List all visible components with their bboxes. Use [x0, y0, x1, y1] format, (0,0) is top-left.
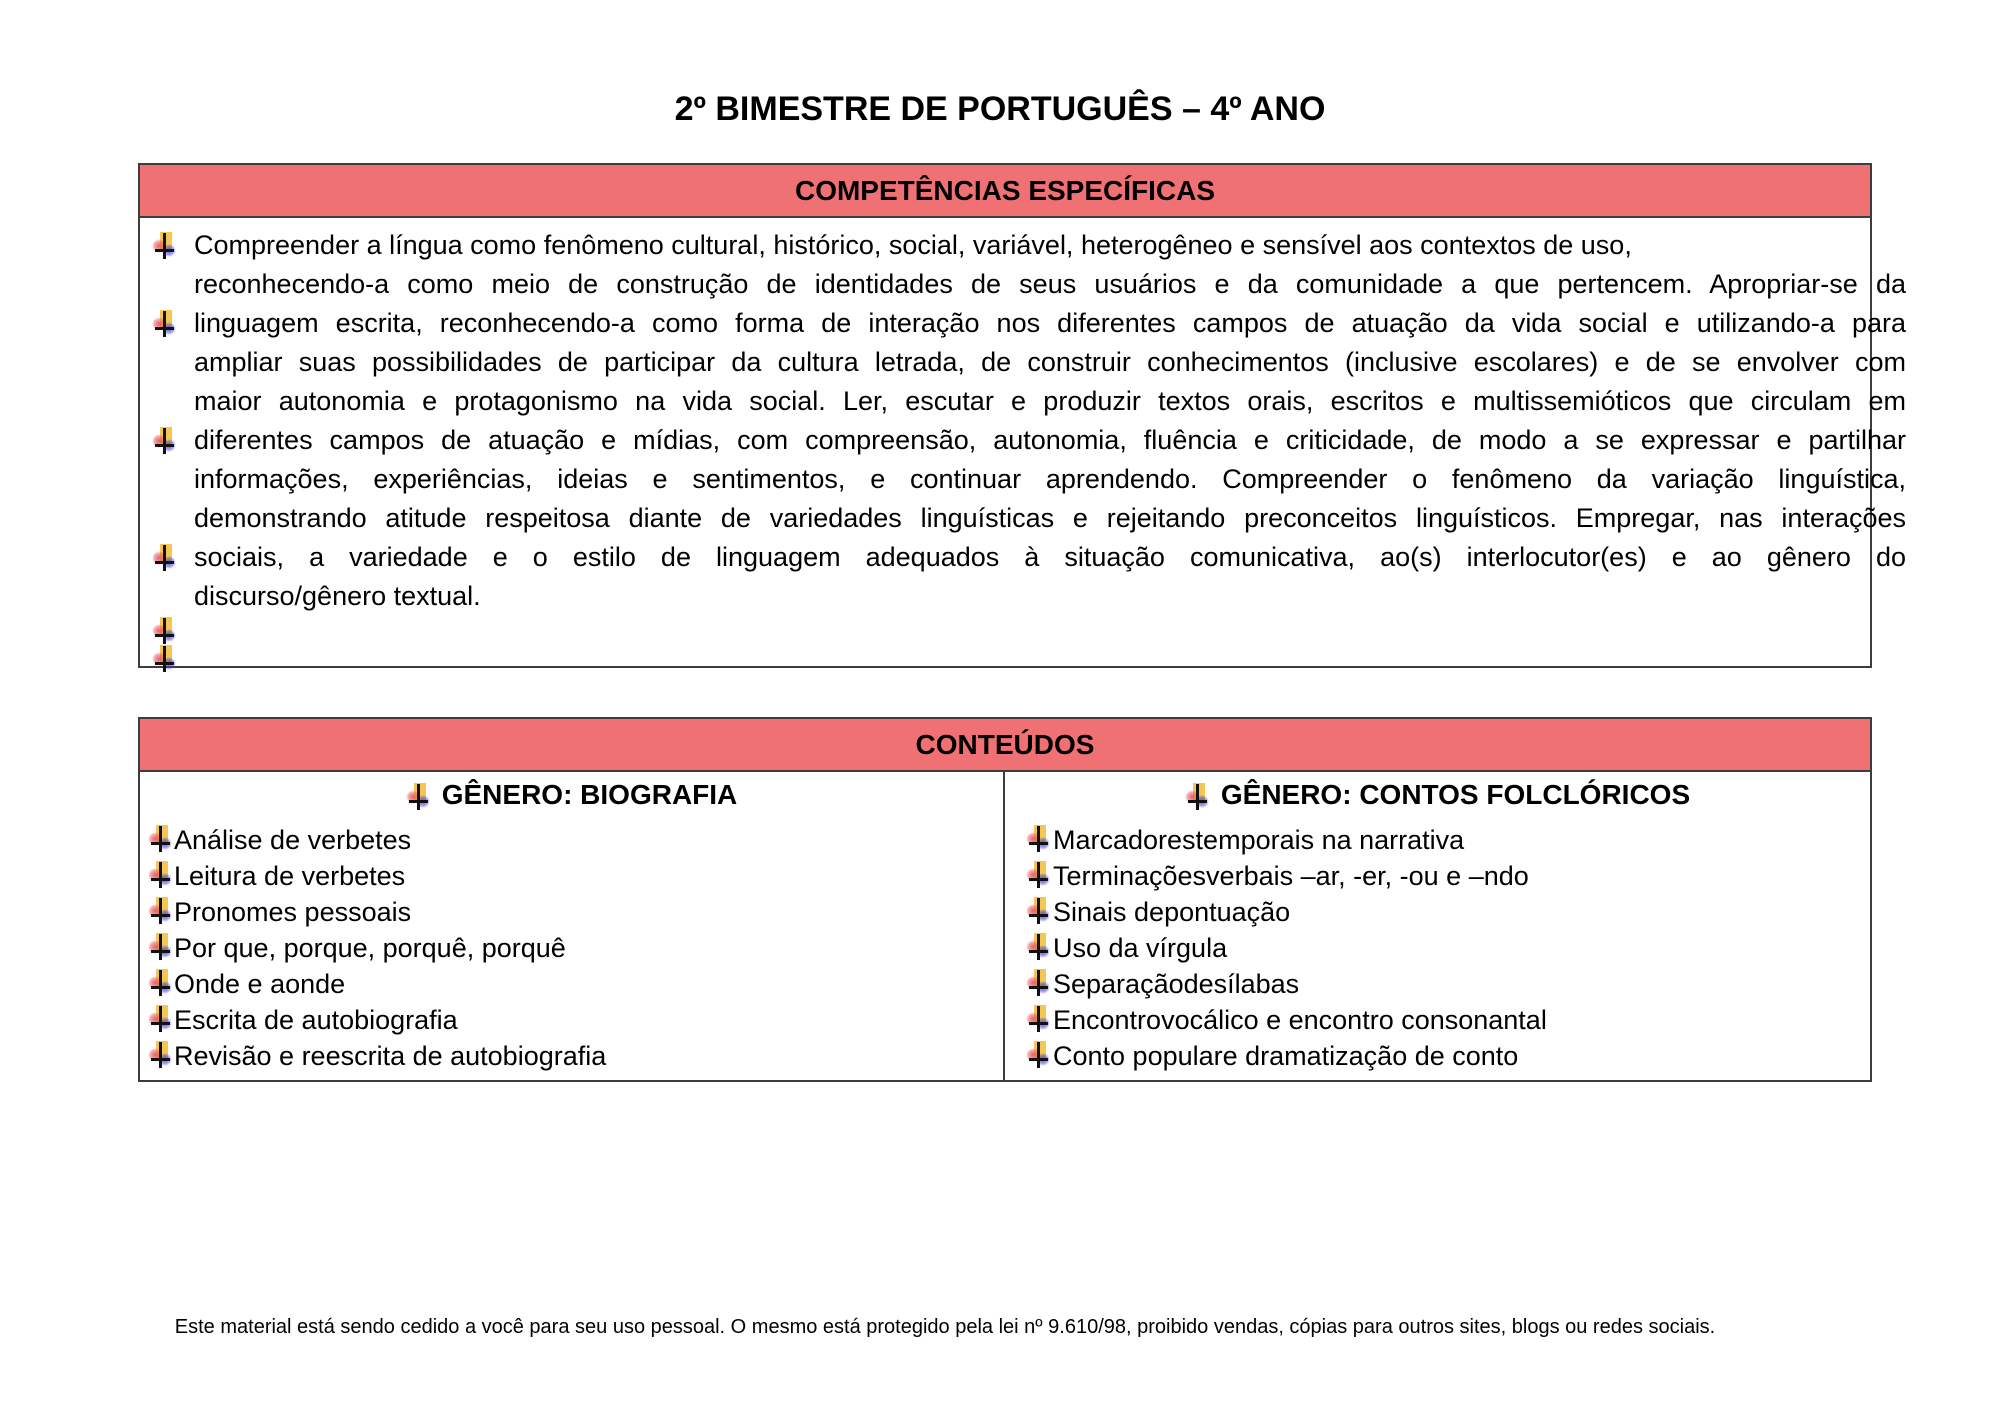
list-item — [1005, 930, 1870, 966]
colored-cross-bullet-icon — [1026, 1005, 1050, 1033]
competencias-body — [140, 218, 1906, 666]
list-item-text: Por que, porque, porquê, porquê — [174, 933, 566, 963]
list-item — [1005, 1038, 1870, 1074]
competencia-line — [140, 499, 1906, 538]
colored-cross-bullet-icon — [1185, 783, 1209, 811]
competencia-text: linguagem escrita, reconhecendo-a como forma de interação nos diferentes campos de atuação da vida social e utilizando-a para — [194, 308, 1906, 338]
column-contos-heading — [1005, 772, 1870, 818]
list-item — [140, 930, 1003, 966]
list-item-text: Marcadorestemporais na narrativa — [1053, 825, 1465, 855]
colored-cross-bullet-icon — [1026, 969, 1050, 997]
colored-cross-bullet-icon — [148, 825, 172, 853]
colored-cross-bullet-icon — [1026, 897, 1050, 925]
conteudos-header: CONTEÚDOS — [140, 719, 1870, 772]
competencia-line — [140, 265, 1906, 304]
colored-cross-bullet-icon — [148, 897, 172, 925]
colored-cross-bullet-icon — [148, 933, 172, 961]
competencia-line — [140, 577, 1906, 616]
biografia-list — [140, 818, 1003, 1080]
list-item — [140, 1002, 1003, 1038]
colored-cross-bullet-icon — [1026, 825, 1050, 853]
column-contos-folcloricos — [1005, 772, 1870, 1080]
list-item — [140, 1038, 1003, 1074]
competencia-line — [140, 421, 1906, 460]
competencias-header: COMPETÊNCIAS ESPECÍFICAS — [140, 165, 1870, 218]
competencia-line — [140, 538, 1906, 577]
list-item — [1005, 966, 1870, 1002]
column-heading-text: GÊNERO: BIOGRAFIA — [441, 779, 738, 810]
competencia-text: maior autonomia e protagonismo na vida social. Ler, escutar e produzir textos orais, escritos e multissemióticos que circulam em — [194, 386, 1906, 416]
list-item — [1005, 822, 1870, 858]
list-item-text: Encontrovocálico e encontro consonantal — [1053, 1005, 1547, 1035]
competencia-text: demonstrando atitude respeitosa diante de variedades linguísticas e rejeitando preconceitos linguísticos. Empregar, nas interações — [194, 503, 1906, 533]
list-item-text: Sinais depontuação — [1053, 897, 1291, 927]
colored-cross-bullet-icon — [1026, 861, 1050, 889]
competencia-line — [140, 226, 1906, 265]
conteudos-table — [138, 717, 1872, 1082]
page-title: 2º BIMESTRE DE PORTUGUÊS – 4º ANO — [674, 90, 1326, 128]
list-item-text: Leitura de verbetes — [174, 861, 406, 891]
competencia-line-empty — [140, 644, 1906, 672]
colored-cross-bullet-icon — [1026, 933, 1050, 961]
colored-cross-bullet-icon — [152, 645, 176, 673]
competencia-text: sociais, a variedade e o estilo de linguagem adequados à situação comunicativa, ao(s) interlocutor(es) e ao gênero do — [194, 542, 1906, 572]
conteudos-columns — [140, 772, 1870, 1080]
colored-cross-bullet-icon — [152, 544, 176, 572]
competencia-text: discurso/gênero textual. — [194, 581, 481, 611]
list-item — [1005, 894, 1870, 930]
competencia-line — [140, 460, 1906, 499]
competencia-line — [140, 343, 1906, 382]
list-item — [1005, 1002, 1870, 1038]
list-item-text: Pronomes pessoais — [174, 897, 412, 927]
list-item — [140, 858, 1003, 894]
colored-cross-bullet-icon — [152, 617, 176, 645]
list-item — [1005, 858, 1870, 894]
column-biografia — [140, 772, 1005, 1080]
list-item — [140, 966, 1003, 1002]
colored-cross-bullet-icon — [148, 1041, 172, 1069]
list-item-text: Conto populare dramatização de conto — [1053, 1041, 1519, 1071]
list-item — [140, 822, 1003, 858]
competencia-line — [140, 304, 1906, 343]
list-item-text: Revisão e reescrita de autobiografia — [174, 1041, 607, 1071]
list-item-text: Análise de verbetes — [174, 825, 412, 855]
competencias-table — [138, 163, 1906, 668]
column-biografia-heading — [140, 772, 1003, 818]
list-item-text: Escrita de autobiografia — [174, 1005, 458, 1035]
colored-cross-bullet-icon — [152, 232, 176, 260]
list-item-text: Separaçãodesílabas — [1053, 969, 1300, 999]
colored-cross-bullet-icon — [148, 1005, 172, 1033]
contos-list — [1005, 818, 1870, 1080]
competencia-text: informações, experiências, ideias e sentimentos, e continuar aprendendo. Compreender o fenômeno da variação linguística, — [194, 464, 1906, 494]
competencia-text: reconhecendo-a como meio de construção de identidades de seus usuários e da comunidade a que pertencem. Apropriar-se da — [194, 269, 1906, 299]
competencia-line — [140, 382, 1906, 421]
copyright-note: Este material está sendo cedido a você para seu uso pessoal. O mesmo está protegido pela lei nº 9.610/98, proibido vendas, cópias para outros sites, blogs ou redes sociais. — [174, 1316, 1716, 1338]
competencia-line-empty — [140, 616, 1906, 644]
competencia-text: ampliar suas possibilidades de participar da cultura letrada, de construir conhecimentos (inclusive escolares) e de se envolver com — [194, 347, 1906, 377]
list-item-text: Uso da vírgula — [1053, 933, 1228, 963]
competencia-text: diferentes campos de atuação e mídias, com compreensão, autonomia, fluência e criticidade, de modo a se expressar e partilhar — [194, 425, 1906, 455]
column-heading-text: GÊNERO: CONTOS FOLCLÓRICOS — [1220, 779, 1691, 810]
colored-cross-bullet-icon — [152, 427, 176, 455]
list-item-text: Terminaçõesverbais –ar, -er, -ou e –ndo — [1053, 861, 1529, 891]
colored-cross-bullet-icon — [152, 310, 176, 338]
colored-cross-bullet-icon — [148, 969, 172, 997]
colored-cross-bullet-icon — [148, 861, 172, 889]
colored-cross-bullet-icon — [406, 783, 430, 811]
list-item-text: Onde e aonde — [174, 969, 346, 999]
competencia-text: Compreender a língua como fenômeno cultural, histórico, social, variável, heterogêneo e sensível aos contextos de uso, — [194, 230, 1632, 260]
list-item — [140, 894, 1003, 930]
colored-cross-bullet-icon — [1026, 1041, 1050, 1069]
